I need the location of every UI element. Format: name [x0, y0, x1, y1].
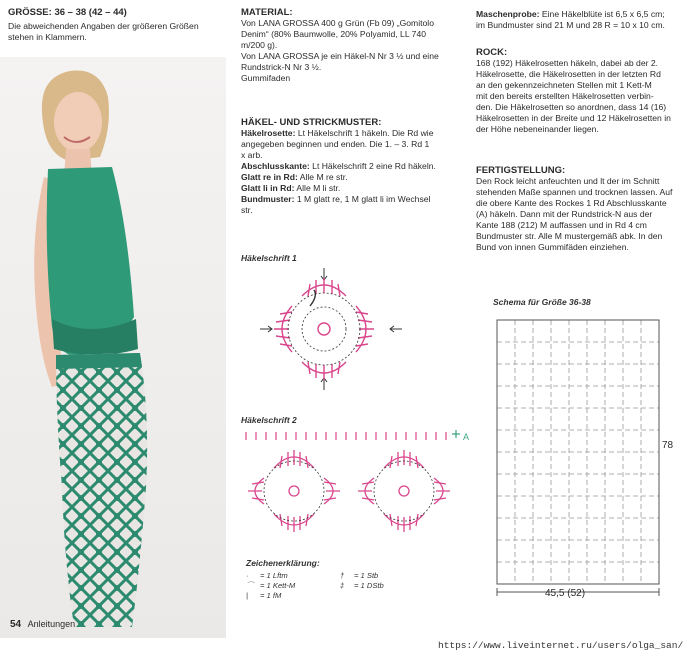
finishing-line: Den Rock leicht anfeuchten und lt der im Schnitt [476, 176, 660, 186]
material-line: Von LANA GROSSA 400 g Grün (Fb 09) „Gomitolo [241, 18, 434, 28]
skirt-title: ROCK: [476, 47, 508, 58]
finishing-line: Bundmuster str. Alle M mustergemäß abk. In den [476, 231, 663, 241]
pattern-term: Bundmuster: [241, 194, 295, 204]
single-crochet-icon: | [246, 591, 248, 600]
pattern-term: Abschlusskante: [241, 161, 310, 171]
pattern-term: Glatt re in Rd: [241, 172, 298, 182]
patterns-title: HÄKEL- UND STRICKMUSTER: [241, 117, 382, 128]
watermark-url: https://www.liveinternet.ru/users/olga_san/ [438, 640, 684, 651]
material-line: Denim“ (80% Baumwolle, 20% Polyamid, LL 740 [241, 29, 427, 39]
pattern-text: angegeben beginnen und enden. Die 1. – 3. Rd 1 [241, 139, 430, 149]
chart2-caption: Häkelschrift 2 [241, 415, 297, 425]
skirt-line: der Höhe nebeneinander liegen. [476, 124, 599, 134]
legend-right [340, 571, 440, 591]
material-line: m/200 g). [241, 40, 278, 50]
crochet-chart-2 [242, 428, 474, 546]
skirt-section [476, 47, 698, 135]
size-title: GRÖSSE: 36 – 38 (42 – 44) [8, 7, 127, 18]
finishing-line: die obere Kante des Rockes 1 Rd Abschlusskante [476, 198, 667, 208]
chain-stitch-icon: · [246, 571, 249, 580]
slip-stitch-icon: ⌒ [246, 581, 254, 590]
pattern-term: Glatt li in Rd: [241, 183, 295, 193]
skirt-line: Häkelrosette, die Häkelrosetten in der letzten Rd [476, 69, 661, 79]
legend-item: = 1 DStb [354, 581, 384, 590]
finishing-line: Kante 188 (212) M auffassen und in Rd 4 cm [476, 220, 647, 230]
gauge-title: Maschenprobe: [476, 9, 540, 19]
patterns-section [241, 117, 466, 216]
page-footer [10, 619, 75, 630]
chart1-caption: Häkelschrift 1 [241, 253, 297, 263]
schema-title: Schema für Größe 36-38 [493, 297, 591, 307]
legend-item: = 1 Stb [354, 571, 379, 580]
size-note: Die abweichenden Angaben der größeren Größen stehen in Klammern. [8, 21, 199, 42]
pattern-text: str. [241, 205, 253, 215]
material-line: Von LANA GROSSA je ein Häkel-N Nr 3 ½ und eine [241, 51, 439, 61]
material-section [241, 7, 466, 84]
material-line: Gummifaden [241, 73, 291, 83]
skirt-line: mit den bereits erstellten Häkelrosetten verbin- [476, 91, 654, 101]
pattern-text: Alle M li str. [296, 183, 341, 193]
schema-width: 45,5 (52) [545, 588, 586, 599]
finishing-section [476, 165, 698, 253]
pattern-text: Alle M re str. [299, 172, 348, 182]
finishing-line: stehenden Maße spannen und trocknen lassen. Auf [476, 187, 673, 197]
legend-item: = 1 Kett-M [260, 581, 296, 590]
material-title: MATERIAL: [241, 7, 293, 18]
pattern-text: 1 M glatt re, 1 M glatt li im Wechsel [296, 194, 431, 204]
skirt-line: Häkelrosetten in der Breite und 12 Häkelrosetten in [476, 113, 671, 123]
schema-height: 78 [662, 440, 674, 451]
finishing-line: Bund von innen Gummifäden einziehen. [476, 242, 629, 252]
gauge-text: im Bundmuster sind 21 M und 28 R = 10 x 10 cm. [476, 20, 665, 30]
crochet-chart-1 [258, 266, 404, 392]
gauge-section [476, 9, 698, 31]
legend-item: = 1 fM [260, 591, 282, 600]
pattern-text: x arb. [241, 150, 263, 160]
model-photo [0, 57, 226, 638]
page-section: Anleitungen [27, 619, 76, 629]
gauge-text: Eine Häkelblüte ist 6,5 x 6,5 cm; [541, 9, 665, 19]
finishing-title: FERTIGSTELLUNG: [476, 165, 566, 176]
chart2-marker: A [463, 432, 470, 442]
pattern-term: Häkelrosette: [241, 128, 296, 138]
pattern-text: Lt Häkelschrift 1 häkeln. Die Rd wie [297, 128, 434, 138]
finishing-line: (A) häkeln. Dann mit der Rundstrick-N aus der [476, 209, 653, 219]
skirt-line: den. Die Häkelrosetten so anordnen, dass 14 (16) [476, 102, 667, 112]
treble-crochet-icon: ‡ [340, 581, 345, 590]
schema-grid [488, 308, 666, 604]
legend-title: Zeichenerklärung: [246, 558, 320, 568]
page-number: 54 [10, 619, 22, 630]
pattern-text: Lt Häkelschrift 2 eine Rd häkeln. [312, 161, 436, 171]
skirt-line: 168 (192) Häkelrosetten häkeln, dabei ab der 2. [476, 58, 659, 68]
double-crochet-icon: † [340, 571, 345, 580]
model-illustration [0, 57, 226, 638]
legend-item: = 1 Lftm [260, 571, 288, 580]
skirt-line: an den gekennzeichneten Stellen mit 1 Kett-M [476, 80, 652, 90]
material-line: Rundstrick-N Nr 3 ½. [241, 62, 322, 72]
